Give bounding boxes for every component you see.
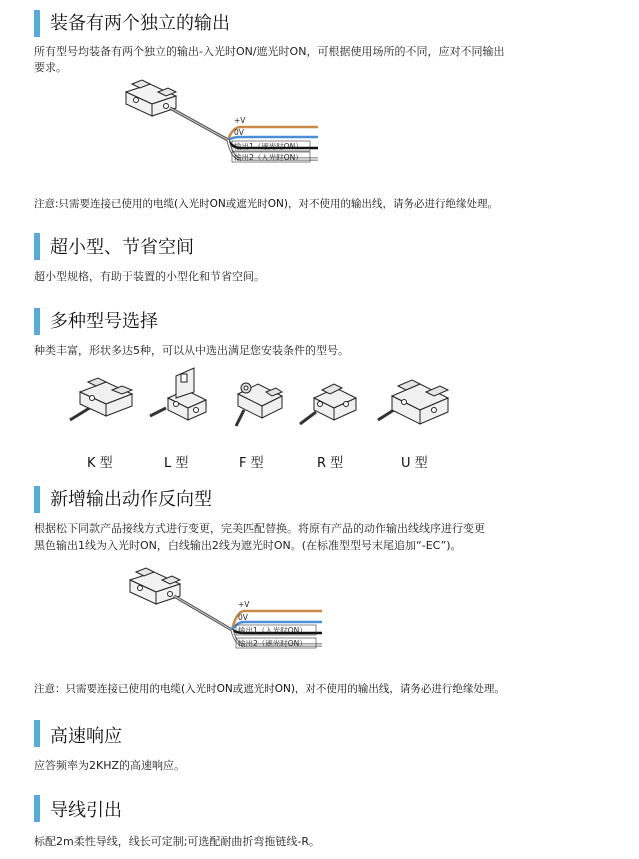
wire-label-vplus: +V — [234, 116, 246, 125]
section-text-line: 应答频率为2KHZ的高速响应。 — [34, 759, 186, 772]
section-title: 导线引出 — [50, 800, 122, 821]
insulation-note: 注意:只需要连接已使用的电缆(入光时ON或遮光时ON)，对不使用的输出线，请务必进行绝缘处理。 — [34, 198, 498, 210]
section-title: 高速响应 — [50, 726, 122, 747]
wire-label-vplus: +V — [238, 600, 250, 609]
section-title: 多种型号选择 — [50, 311, 158, 332]
wire-label-output1: 输出1（入光时ON） — [238, 626, 307, 635]
section-title: 装备有两个独立的输出 — [50, 13, 230, 34]
wire-label-output1: 输出1（遮光时ON） — [234, 142, 303, 151]
section-text-line: 标配2m柔性导线，线长可定制;可选配耐曲折弯拖链线-R。 — [34, 835, 321, 848]
section-text-line: 根据松下同款产品接线方式进行变更，完美匹配替换。将原有产品的动作输出线线序进行变更 — [34, 522, 485, 535]
wire-label-0v: 0V — [234, 128, 244, 137]
section-text-line: 超小型规格，有助于装置的小型化和节省空间。 — [34, 270, 265, 283]
type-label-f: F 型 — [239, 456, 264, 471]
type-label-k: K 型 — [87, 456, 113, 471]
type-label-l: L 型 — [164, 456, 189, 471]
section-title: 超小型、节省空间 — [50, 237, 194, 258]
section-title: 新增输出动作反向型 — [50, 489, 212, 510]
wire-label-output2: 输出2（入光时ON） — [234, 153, 303, 162]
section-accent-bar — [34, 720, 40, 747]
wire-label-output2: 输出2（遮光时ON） — [238, 639, 307, 648]
type-label-r: R 型 — [317, 456, 344, 471]
insulation-note: 注意：只需要连接已使用的电缆(入光时ON或遮光时ON)，对不使用的输出线，请务必进行绝缘处理。 — [34, 683, 505, 695]
section-accent-bar — [34, 795, 40, 822]
slot-sensor-image — [130, 568, 180, 604]
section-text-line: 黑色输出1线为入光时ON，白线输出2线为遮光时ON。(在标准型型号末尾追加“-EC”)。 — [34, 539, 462, 552]
section-text-line: 要求。 — [34, 61, 67, 74]
type-label-u: U 型 — [401, 456, 428, 471]
section-text-line: 种类丰富，形状多达5种，可以从中选出满足您安装条件的型号。 — [34, 344, 349, 357]
section-text-line: 所有型号均装备有两个独立的输出-入光时ON/遮光时ON，可根据使用场所的不同，应对不同输出 — [34, 45, 505, 58]
wire-label-0v: 0V — [238, 613, 248, 622]
